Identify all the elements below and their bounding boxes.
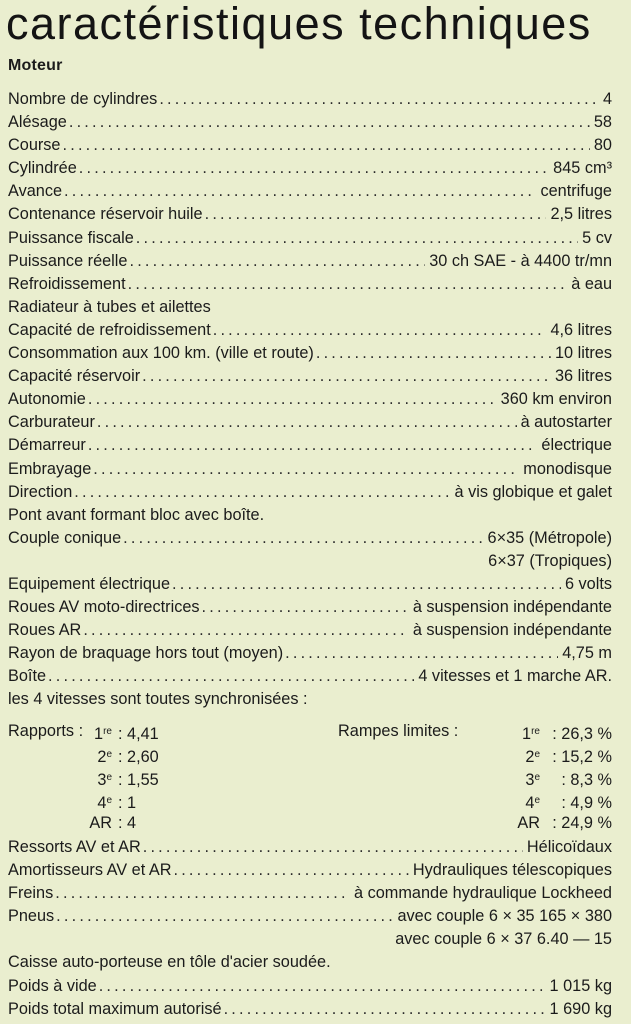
- rapports-label: Rapports :: [8, 722, 84, 740]
- spec-row: [8, 688, 612, 711]
- gear-row: [8, 743, 612, 766]
- spec-label: Couple conique: [8, 528, 122, 547]
- spec-value: 4,6 litres: [550, 320, 612, 339]
- spec-value: 6×37 (Tropiques): [488, 551, 612, 570]
- dot-leader: [79, 157, 549, 180]
- spec-value: à autostarter: [520, 413, 612, 432]
- spec-value: à suspension indépendante: [412, 598, 612, 617]
- spec-value: 6×35 (Métropole): [487, 528, 612, 547]
- spec-row: [8, 273, 612, 296]
- dot-leader: [69, 111, 590, 134]
- spec-row: [8, 342, 612, 365]
- spec-label: Cylindrée: [8, 159, 77, 178]
- rampe-limite: [504, 743, 612, 769]
- rampe-limite: [504, 766, 612, 792]
- spec-row: [8, 642, 612, 665]
- gear-ratio-value: : 2,60: [118, 748, 159, 767]
- spec-label: Roues AV moto-directrices: [8, 598, 200, 617]
- spec-row: [8, 859, 612, 882]
- dot-leader: [123, 527, 483, 550]
- spec-row: [8, 550, 612, 573]
- dot-leader: [213, 319, 547, 342]
- spec-value: 10 litres: [554, 344, 612, 363]
- spec-label: Embrayage: [8, 459, 92, 478]
- spec-list-bottom: [8, 836, 612, 1021]
- dot-leader: [142, 365, 551, 388]
- spec-row: [8, 111, 612, 134]
- spec-label: Boîte: [8, 667, 47, 686]
- dot-leader: [93, 458, 519, 481]
- spec-value: 360 km environ: [500, 390, 612, 409]
- spec-row: [8, 619, 612, 642]
- spec-value: centrifuge: [540, 182, 612, 201]
- rampe-value: : 26,3 %: [552, 725, 612, 743]
- spec-label: Capacité réservoir: [8, 367, 141, 386]
- spec-row: [8, 998, 612, 1021]
- spec-label: Direction: [8, 482, 73, 501]
- dot-leader: [316, 342, 551, 365]
- gear-ordinal: 4e: [97, 794, 112, 813]
- spec-row: [8, 203, 612, 226]
- dot-leader: [129, 250, 425, 273]
- dot-leader: [143, 836, 523, 859]
- spec-value: à commande hydraulique Lockheed: [354, 884, 612, 903]
- spec-label: Pont avant formant bloc avec boîte.: [8, 505, 265, 524]
- rampe-ordinal: 4e: [525, 794, 540, 813]
- gear-ratio: [76, 720, 178, 746]
- spec-label: Rayon de braquage hors tout (moyen): [8, 644, 284, 663]
- rampe-value: : 8,3 %: [561, 771, 612, 790]
- spec-row: [8, 928, 612, 951]
- gear-ratio-table: [8, 720, 612, 836]
- spec-label: Nombre de cylindres: [8, 90, 158, 108]
- spec-value: Hélicoïdaux: [526, 838, 612, 856]
- spec-row: [8, 905, 612, 928]
- spec-label: Freins: [8, 884, 54, 903]
- spec-value: 2,5 litres: [550, 205, 612, 224]
- rampe-value: : 4,9 %: [561, 794, 612, 813]
- spec-value: électrique: [541, 436, 612, 455]
- spec-label: Poids à vide: [8, 976, 97, 995]
- spec-label: Puissance réelle: [8, 251, 128, 270]
- spec-value: 845 cm³: [553, 159, 612, 178]
- spec-value: 1 690 kg: [549, 999, 612, 1018]
- spec-row: [8, 882, 612, 905]
- dot-leader: [63, 134, 590, 157]
- rampe-limite: [504, 720, 612, 746]
- spec-value: monodisque: [523, 459, 612, 478]
- spec-label: Pneus: [8, 907, 55, 926]
- spec-list: [8, 88, 612, 712]
- spec-value: Hydrauliques télescopiques: [412, 861, 612, 880]
- gear-row: [8, 766, 612, 789]
- spec-value: à eau: [571, 274, 612, 293]
- spec-value: 6 volts: [564, 574, 612, 593]
- spec-value: 1 015 kg: [549, 976, 612, 995]
- spec-label: Consommation aux 100 km. (ville et route): [8, 344, 314, 363]
- spec-row: [8, 180, 612, 203]
- spec-row: [8, 365, 612, 388]
- dot-leader: [56, 905, 393, 928]
- spec-row: [8, 836, 612, 859]
- spec-row: [8, 157, 612, 180]
- gear-ordinal: 3e: [97, 771, 112, 790]
- spec-value: 4 vitesses et 1 marche AR.: [418, 667, 612, 686]
- spec-label: Démarreur: [8, 436, 86, 455]
- spec-label: Puissance fiscale: [8, 228, 134, 247]
- spec-label: Course: [8, 136, 61, 155]
- spec-label: Carburateur: [8, 413, 95, 432]
- section-heading-moteur: Moteur: [8, 57, 63, 74]
- rampe-value: : 24,9 %: [552, 814, 612, 833]
- spec-row: [8, 527, 612, 550]
- dot-leader: [74, 481, 450, 504]
- spec-value: à vis globique et galet: [454, 482, 612, 501]
- spec-label: les 4 vitesses sont toutes synchronisées :: [8, 690, 308, 709]
- spec-value: 4,75 m: [562, 644, 612, 663]
- dot-leader: [202, 596, 409, 619]
- dot-leader: [224, 998, 546, 1021]
- gear-ratio-value: : 4,41: [118, 725, 159, 743]
- spec-label: Autonomie: [8, 390, 86, 409]
- spec-label: Alésage: [8, 113, 67, 132]
- dot-leader: [136, 227, 578, 250]
- gear-row: [8, 789, 612, 812]
- rampe-limite: [504, 812, 612, 835]
- gear-ordinal: 1re: [94, 725, 112, 743]
- dot-leader: [64, 180, 536, 203]
- rampes-label: Rampes limites :: [338, 722, 459, 740]
- spec-value: à suspension indépendante: [412, 621, 612, 640]
- rampe-ordinal: 2e: [525, 748, 540, 767]
- gear-ratio: [76, 743, 178, 769]
- spec-row: [8, 458, 612, 481]
- spec-row: [8, 227, 612, 250]
- dot-leader: [172, 573, 561, 596]
- spec-label: Capacité de refroidissement: [8, 320, 211, 339]
- spec-value: 30 ch SAE - à 4400 tr/mn: [429, 251, 612, 270]
- spec-row: [8, 134, 612, 157]
- spec-value: avec couple 6 × 35 165 × 380: [397, 907, 612, 926]
- spec-row: [8, 481, 612, 504]
- spec-row: [8, 573, 612, 596]
- rampe-value: : 15,2 %: [552, 748, 612, 767]
- spec-row: [8, 296, 612, 319]
- spec-label: Poids total maximum autorisé: [8, 999, 222, 1018]
- gear-row: [8, 720, 612, 743]
- page-title: caractéristiques techniques: [6, 0, 592, 49]
- dot-leader: [88, 388, 497, 411]
- gear-row: [8, 812, 612, 835]
- dot-leader: [205, 203, 547, 226]
- gear-ratio-value: : 1: [118, 794, 137, 813]
- spec-value: 80: [593, 136, 612, 155]
- spec-label: Amortisseurs AV et AR: [8, 861, 172, 880]
- dot-leader: [97, 411, 517, 434]
- dot-leader: [99, 975, 546, 998]
- spec-value: avec couple 6 × 37 6.40 — 15: [395, 930, 612, 949]
- dot-leader: [48, 665, 414, 688]
- spec-label: Refroidissement: [8, 274, 126, 293]
- spec-value: 4: [602, 90, 612, 108]
- spec-label: Avance: [8, 182, 63, 201]
- rampe-ordinal: AR: [517, 814, 540, 833]
- gear-ratio: [76, 789, 178, 815]
- spec-label: Radiateur à tubes et ailettes: [8, 297, 211, 316]
- dot-leader: [88, 434, 538, 457]
- spec-row: [8, 411, 612, 434]
- rampe-ordinal: 3e: [525, 771, 540, 790]
- rampe-limite: [504, 789, 612, 815]
- dot-leader: [55, 882, 350, 905]
- spec-value: 36 litres: [554, 367, 612, 386]
- spec-row: [8, 319, 612, 342]
- gear-ordinal: AR: [89, 814, 112, 833]
- spec-row: [8, 250, 612, 273]
- dot-leader: [173, 859, 408, 882]
- gear-ratio: [76, 766, 178, 792]
- gear-ordinal: 2e: [97, 748, 112, 767]
- spec-row: [8, 388, 612, 411]
- spec-label: Caisse auto-porteuse en tôle d'acier soudée.: [8, 953, 331, 972]
- dot-leader: [159, 88, 599, 111]
- spec-row: [8, 596, 612, 619]
- spec-row: [8, 434, 612, 457]
- dot-leader: [285, 642, 558, 665]
- gear-ratio-value: : 4: [118, 814, 137, 833]
- spec-label: Roues AR: [8, 621, 82, 640]
- gear-ratio-value: : 1,55: [118, 771, 159, 790]
- dot-leader: [128, 273, 568, 296]
- spec-row: [8, 975, 612, 998]
- spec-row: [8, 504, 612, 527]
- spec-label: Ressorts AV et AR: [8, 838, 141, 856]
- gear-ratio: [76, 812, 178, 835]
- dot-leader: [83, 619, 409, 642]
- spec-row: [8, 88, 612, 111]
- spec-value: 58: [593, 113, 612, 132]
- spec-row: [8, 951, 612, 974]
- spec-label: Contenance réservoir huile: [8, 205, 203, 224]
- spec-value: 5 cv: [582, 228, 612, 247]
- spec-row: [8, 665, 612, 688]
- spec-label: Equipement électrique: [8, 574, 171, 593]
- rampe-ordinal: 1re: [522, 725, 540, 743]
